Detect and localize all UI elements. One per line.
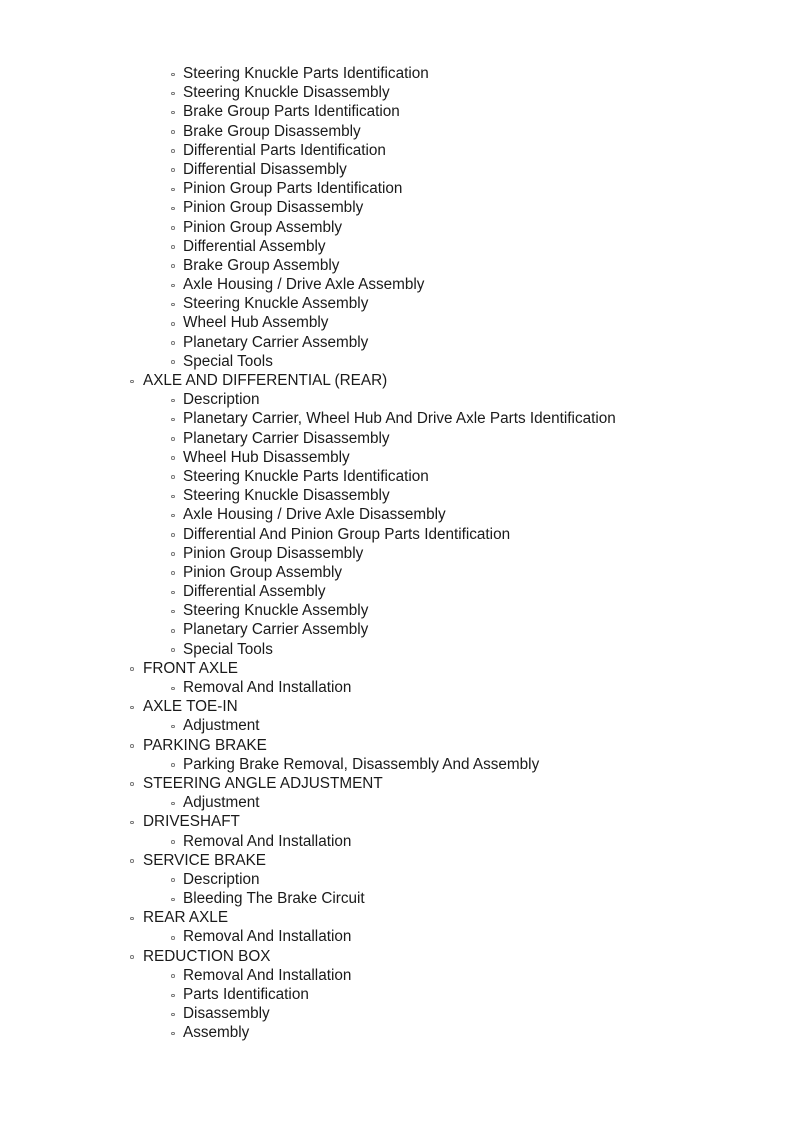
toc-subsection-item[interactable] — [0, 678, 794, 697]
toc-item-label: Steering Knuckle Parts Identification — [183, 467, 429, 485]
toc-item-label: Parking Brake Removal, Disassembly And Assembly — [183, 755, 540, 773]
bullet-circle-icon — [171, 878, 175, 882]
toc-subsection-item[interactable] — [0, 544, 794, 563]
toc-subsection-item[interactable] — [0, 198, 794, 217]
bullet-circle-icon — [171, 898, 175, 902]
toc-subsection-item[interactable] — [0, 122, 794, 141]
bullet-circle-icon — [171, 418, 175, 422]
toc-item-label: Wheel Hub Disassembly — [183, 448, 350, 466]
bullet-circle-icon — [171, 1013, 175, 1017]
toc-item-label: Special Tools — [183, 640, 273, 658]
toc-item-label: Steering Knuckle Parts Identification — [183, 65, 429, 82]
bullet-circle-icon — [171, 936, 175, 940]
bullet-circle-icon — [171, 802, 175, 806]
toc-item-label: Removal And Installation — [183, 928, 352, 946]
table-of-contents — [0, 64, 794, 1043]
bullet-circle-icon — [171, 725, 175, 729]
toc-item-label: Disassembly — [183, 1005, 270, 1023]
toc-item-label: Pinion Group Assembly — [183, 218, 342, 236]
toc-subsection-item[interactable] — [0, 83, 794, 102]
toc-item-label: Axle Housing / Drive Axle Disassembly — [183, 506, 446, 524]
toc-subsection-item[interactable] — [0, 889, 794, 908]
bullet-circle-icon — [130, 859, 134, 863]
toc-item-label: Planetary Carrier Assembly — [183, 333, 369, 351]
bullet-circle-icon — [171, 360, 175, 364]
toc-subsection-item[interactable] — [0, 218, 794, 237]
toc-item-label: REAR AXLE — [143, 909, 229, 927]
toc-item-label: AXLE AND DIFFERENTIAL (REAR) — [143, 372, 388, 389]
bullet-circle-icon — [171, 168, 175, 172]
bullet-circle-icon — [171, 284, 175, 288]
bullet-circle-icon — [130, 706, 134, 710]
toc-item-label: Adjustment — [183, 794, 260, 812]
toc-item-label: Pinion Group Parts Identification — [183, 180, 403, 198]
toc-subsection-item[interactable] — [0, 390, 794, 409]
toc-subsection-item[interactable] — [0, 870, 794, 889]
toc-subsection-item[interactable] — [0, 179, 794, 198]
toc-item-label: PARKING BRAKE — [143, 736, 267, 754]
bullet-circle-icon — [130, 821, 134, 825]
toc-item-label: Steering Knuckle Assembly — [183, 295, 369, 313]
bullet-circle-icon — [171, 552, 175, 556]
bullet-circle-icon — [171, 322, 175, 326]
bullet-circle-icon — [171, 610, 175, 614]
bullet-circle-icon — [171, 456, 175, 460]
toc-subsection-item[interactable] — [0, 832, 794, 851]
toc-item-label: Pinion Group Assembly — [183, 563, 342, 581]
toc-subsection-item[interactable] — [0, 467, 794, 486]
bullet-circle-icon — [171, 437, 175, 441]
toc-subsection-item[interactable] — [0, 102, 794, 121]
bullet-circle-icon — [171, 629, 175, 633]
toc-item-label: Differential And Pinion Group Parts Identification — [183, 525, 511, 543]
bullet-circle-icon — [171, 994, 175, 998]
bullet-circle-icon — [171, 648, 175, 652]
bullet-circle-icon — [130, 667, 134, 671]
toc-section-item[interactable] — [0, 697, 794, 716]
toc-item-label: Planetary Carrier Disassembly — [183, 429, 390, 447]
toc-subsection-item[interactable] — [0, 985, 794, 1004]
bullet-circle-icon — [171, 687, 175, 691]
toc-item-label: SERVICE BRAKE — [143, 851, 266, 869]
toc-subsection-item[interactable] — [0, 505, 794, 524]
toc-subsection-item[interactable] — [0, 352, 794, 371]
bullet-circle-icon — [171, 1032, 175, 1036]
toc-subsection-item[interactable] — [0, 582, 794, 601]
bullet-circle-icon — [171, 149, 175, 153]
bullet-circle-icon — [171, 763, 175, 767]
toc-subsection-item[interactable] — [0, 601, 794, 620]
toc-subsection-item[interactable] — [0, 275, 794, 294]
bullet-circle-icon — [130, 744, 134, 748]
toc-section-item[interactable] — [0, 908, 794, 927]
toc-item-label: Bleeding The Brake Circuit — [183, 890, 365, 908]
toc-item-label: Brake Group Assembly — [183, 256, 340, 274]
toc-item-label: Planetary Carrier, Wheel Hub And Drive Axle Parts Identification — [183, 410, 616, 428]
bullet-circle-icon — [171, 591, 175, 595]
toc-item-label: Steering Knuckle Disassembly — [183, 487, 390, 505]
bullet-circle-icon — [171, 533, 175, 537]
toc-subsection-item[interactable] — [0, 525, 794, 544]
toc-subsection-item[interactable] — [0, 160, 794, 179]
toc-subsection-item[interactable] — [0, 294, 794, 313]
toc-item-label: Removal And Installation — [183, 679, 352, 696]
bullet-circle-icon — [171, 399, 175, 403]
toc-item-label: Brake Group Parts Identification — [183, 103, 400, 121]
bullet-circle-icon — [130, 917, 134, 921]
bullet-circle-icon — [171, 341, 175, 345]
toc-subsection-item[interactable] — [0, 409, 794, 428]
toc-item-label: Removal And Installation — [183, 832, 352, 850]
bullet-circle-icon — [171, 226, 175, 230]
bullet-circle-icon — [171, 495, 175, 499]
toc-section-item[interactable] — [0, 812, 794, 831]
toc-item-label: Description — [183, 391, 260, 409]
bullet-circle-icon — [171, 111, 175, 115]
toc-subsection-item[interactable] — [0, 256, 794, 275]
toc-subsection-item[interactable] — [0, 486, 794, 505]
toc-subsection-item[interactable] — [0, 64, 794, 83]
toc-section-item[interactable] — [0, 371, 794, 390]
bullet-circle-icon — [130, 380, 134, 384]
toc-item-label: STEERING ANGLE ADJUSTMENT — [143, 774, 383, 792]
toc-item-label: Wheel Hub Assembly — [183, 314, 329, 332]
toc-item-label: Adjustment — [183, 717, 260, 735]
toc-subsection-item[interactable] — [0, 429, 794, 448]
bullet-circle-icon — [171, 264, 175, 268]
toc-item-label: Pinion Group Disassembly — [183, 544, 364, 562]
bullet-circle-icon — [171, 303, 175, 307]
toc-subsection-item[interactable] — [0, 141, 794, 160]
toc-item-label: Assembly — [183, 1024, 250, 1042]
bullet-circle-icon — [171, 188, 175, 192]
bullet-circle-icon — [171, 475, 175, 479]
bullet-circle-icon — [171, 514, 175, 518]
bullet-circle-icon — [171, 207, 175, 211]
toc-subsection-item[interactable] — [0, 333, 794, 352]
toc-subsection-item[interactable] — [0, 716, 794, 735]
toc-item-label: Planetary Carrier Assembly — [183, 621, 369, 639]
toc-item-label: Differential Disassembly — [183, 160, 347, 178]
toc-item-label: AXLE TOE-IN — [143, 698, 238, 716]
toc-item-label: Brake Group Disassembly — [183, 122, 361, 140]
toc-item-label: Axle Housing / Drive Axle Assembly — [183, 276, 425, 294]
toc-subsection-item[interactable] — [0, 620, 794, 639]
bullet-circle-icon — [130, 782, 134, 786]
bullet-circle-icon — [171, 92, 175, 96]
toc-subsection-item[interactable] — [0, 755, 794, 774]
bullet-circle-icon — [171, 840, 175, 844]
bullet-circle-icon — [171, 130, 175, 134]
toc-subsection-item[interactable] — [0, 313, 794, 332]
toc-item-label: Special Tools — [183, 352, 273, 370]
toc-section-item[interactable] — [0, 659, 794, 678]
toc-section-item[interactable] — [0, 851, 794, 870]
toc-subsection-item[interactable] — [0, 927, 794, 946]
toc-subsection-item[interactable] — [0, 640, 794, 659]
bullet-circle-icon — [171, 73, 175, 77]
toc-section-item[interactable] — [0, 736, 794, 755]
toc-item-label: Differential Parts Identification — [183, 141, 386, 159]
bullet-circle-icon — [171, 974, 175, 978]
toc-item-label: Removal And Installation — [183, 966, 352, 984]
toc-item-label: Differential Assembly — [183, 237, 326, 255]
toc-subsection-item[interactable] — [0, 1004, 794, 1023]
bullet-circle-icon — [171, 245, 175, 249]
toc-item-label: Pinion Group Disassembly — [183, 199, 364, 217]
toc-item-label: DRIVESHAFT — [143, 813, 240, 831]
toc-subsection-item[interactable] — [0, 1023, 794, 1042]
toc-subsection-item[interactable] — [0, 448, 794, 467]
toc-subsection-item[interactable] — [0, 966, 794, 985]
toc-subsection-item[interactable] — [0, 563, 794, 582]
toc-item-label: Differential Assembly — [183, 583, 326, 601]
bullet-circle-icon — [171, 571, 175, 575]
bullet-circle-icon — [130, 955, 134, 959]
toc-item-label: Description — [183, 870, 260, 888]
toc-section-item[interactable] — [0, 774, 794, 793]
toc-item-label: Parts Identification — [183, 986, 309, 1003]
toc-subsection-item[interactable] — [0, 237, 794, 256]
toc-item-label: REDUCTION BOX — [143, 947, 271, 965]
toc-subsection-item[interactable] — [0, 793, 794, 812]
toc-section-item[interactable] — [0, 947, 794, 966]
toc-item-label: Steering Knuckle Assembly — [183, 602, 369, 620]
toc-item-label: Steering Knuckle Disassembly — [183, 84, 390, 102]
toc-item-label: FRONT AXLE — [143, 659, 238, 677]
